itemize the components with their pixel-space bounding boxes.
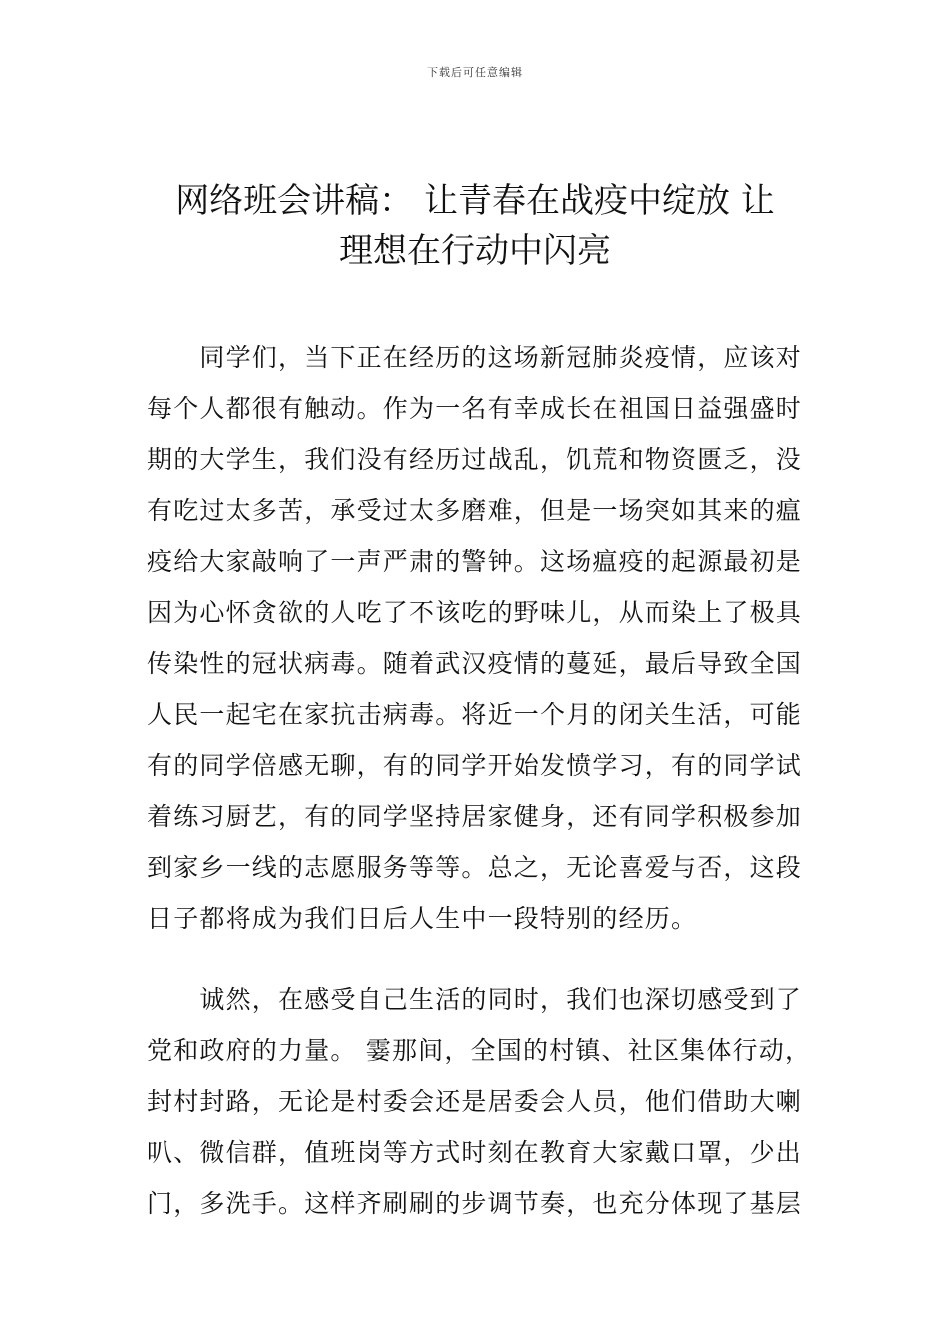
text-line: 诚然，在感受自己生活的同时，我们也深切感受到了 bbox=[147, 985, 803, 1014]
title-line: 理想在行动中闪亮 bbox=[339, 231, 611, 271]
text-line: 党和政府的力量。 霎那间，全国的村镇、社区集体行动， bbox=[147, 1036, 812, 1065]
text-line: 日子都将成为我们日后人生中一段特别的经历。 bbox=[147, 904, 698, 933]
text-line: 有吃过太多苦，承受过太多磨难，但是一场突如其来的瘟 bbox=[147, 496, 803, 525]
text-line: 因为心怀贪欲的人吃了不该吃的野味儿，从而染上了极具 bbox=[147, 598, 803, 627]
text-line: 人民一起宅在家抗击病毒。将近一个月的闭关生活，可能 bbox=[147, 700, 803, 729]
text-line: 期的大学生，我们没有经历过战乱，饥荒和物资匮乏，没 bbox=[147, 445, 803, 474]
text-line: 疫给大家敲响了一声严肃的警钟。这场瘟疫的起源最初是 bbox=[147, 547, 803, 576]
page-header-note: 下载后可任意编辑 bbox=[427, 66, 523, 79]
paragraph-2 bbox=[147, 974, 812, 1229]
document-title bbox=[100, 176, 850, 276]
title-line: 网络班会讲稿： 让青春在战疫中绽放 让 bbox=[175, 181, 775, 221]
text-line: 每个人都很有触动。作为一名有幸成长在祖国日益强盛时 bbox=[147, 394, 803, 423]
text-line: 到家乡一线的志愿服务等等。总之，无论喜爱与否，这段 bbox=[147, 853, 803, 882]
text-line: 传染性的冠状病毒。随着武汉疫情的蔓延，最后导致全国 bbox=[147, 649, 803, 678]
text-line: 着练习厨艺，有的同学坚持居家健身，还有同学积极参加 bbox=[147, 802, 803, 831]
text-line: 同学们，当下正在经历的这场新冠肺炎疫情，应该对 bbox=[147, 343, 803, 372]
text-line: 封村封路，无论是村委会还是居委会人员，他们借助大喇 bbox=[147, 1087, 803, 1116]
text-line: 有的同学倍感无聊，有的同学开始发愤学习，有的同学试 bbox=[147, 751, 803, 780]
text-line: 门，多洗手。这样齐刷刷的步调节奏，也充分体现了基层 bbox=[147, 1189, 803, 1218]
text-line: 叭、微信群，值班岗等方式时刻在教育大家戴口罩，少出 bbox=[147, 1138, 803, 1167]
paragraph-1 bbox=[147, 332, 807, 944]
